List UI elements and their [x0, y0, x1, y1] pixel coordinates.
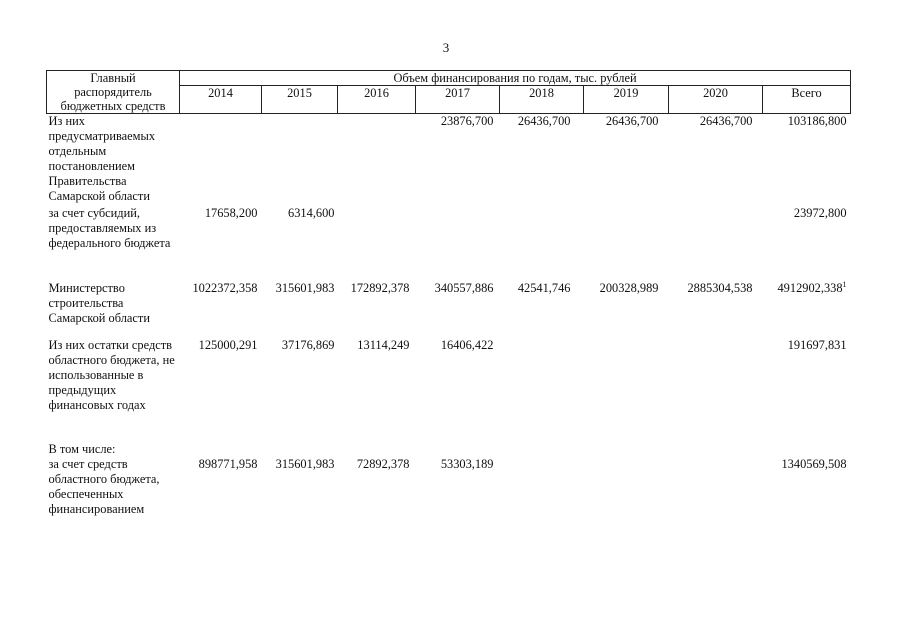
cell-total-value: 191697,831	[787, 338, 847, 352]
cell-2020	[669, 338, 763, 442]
cell-2019	[584, 206, 669, 281]
header-total: Всего	[763, 86, 851, 114]
cell-2018: 42541,746	[517, 281, 571, 295]
cell-total-value: 23972,800	[793, 206, 847, 220]
cell-2015: 315601,983	[275, 281, 335, 295]
row-label-line-1: В том числе:	[48, 442, 116, 456]
cell-total	[763, 338, 851, 442]
row-label	[47, 442, 180, 522]
cell-2017: 16406,422	[440, 338, 494, 352]
cell-2017	[416, 442, 500, 522]
funding-table-container	[46, 70, 850, 522]
row-label: за счет субсидий, предоставляемых из федерального бюджета	[48, 206, 171, 250]
funding-table	[46, 70, 851, 522]
header-year-2017: 2017	[416, 86, 500, 114]
cell-2015	[262, 442, 338, 522]
cell-2016	[338, 114, 416, 207]
cell-2018	[500, 206, 584, 281]
page-number: 3	[442, 40, 450, 55]
cell-2020: 2885304,538	[687, 281, 753, 295]
cell-2020	[669, 442, 763, 522]
cell-2018	[500, 442, 584, 522]
cell-2015: 6314,600	[288, 206, 335, 220]
cell-2014: 125000,291	[198, 338, 258, 352]
cell-2017	[416, 206, 500, 281]
row-label: Министерство строительства Самарской области	[48, 281, 150, 325]
cell-2016-value: 72892,378	[356, 457, 410, 471]
cell-2014: 17658,200	[204, 206, 258, 220]
table-row	[47, 281, 851, 338]
row-label: Из них остатки средств областного бюджета, не использованные в предыдущих финансовых годах	[48, 338, 175, 412]
cell-total	[763, 114, 851, 207]
header-year-2016: 2016	[338, 86, 416, 114]
cell-2015: 37176,869	[281, 338, 335, 352]
cell-total	[763, 442, 851, 522]
cell-2016: 172892,378	[350, 281, 410, 295]
row-label-line-2: за счет средств областного бюджета, обеспеченных финансированием	[48, 457, 160, 516]
cell-2016	[338, 442, 416, 522]
cell-2016	[338, 206, 416, 281]
header-budget-manager-line-3: бюджетных средств	[60, 99, 166, 113]
table-row	[47, 338, 851, 442]
header-budget-manager-line-2: распорядитель	[74, 85, 152, 99]
cell-total-value: 103186,800	[787, 114, 847, 128]
footnote-mark: 1	[842, 280, 847, 289]
cell-2017: 23876,700	[440, 114, 494, 128]
cell-2019: 26436,700	[605, 114, 659, 128]
table-row	[47, 114, 851, 207]
cell-total	[763, 281, 851, 338]
cell-total	[763, 206, 851, 281]
cell-2014	[180, 442, 262, 522]
cell-2015-value: 315601,983	[275, 457, 335, 471]
cell-2019	[584, 338, 669, 442]
cell-2017: 340557,886	[434, 281, 494, 295]
cell-2017-value: 53303,189	[440, 457, 494, 471]
cell-2020: 26436,700	[699, 114, 753, 128]
cell-total-value: 1340569,508	[781, 457, 847, 471]
header-budget-manager	[47, 71, 180, 114]
cell-2016: 13114,249	[357, 338, 410, 352]
cell-2019	[584, 442, 669, 522]
header-funding-volume: Объем финансирования по годам, тыс. рублей	[180, 71, 851, 86]
header-year-2019: 2019	[584, 86, 669, 114]
cell-2020	[669, 206, 763, 281]
row-label: Из них предусматриваемых отдельным постановлением Правительства Самарской области	[48, 114, 156, 203]
header-year-2020: 2020	[669, 86, 763, 114]
cell-2018: 26436,700	[517, 114, 571, 128]
cell-2018	[500, 338, 584, 442]
header-year-2014: 2014	[180, 86, 262, 114]
cell-2014-value: 898771,958	[198, 457, 258, 471]
header-year-2018: 2018	[500, 86, 584, 114]
cell-2019: 200328,989	[599, 281, 659, 295]
header-budget-manager-line-1: Главный	[90, 71, 136, 85]
table-row	[47, 442, 851, 522]
cell-2015	[262, 114, 338, 207]
header-year-2015: 2015	[262, 86, 338, 114]
table-row	[47, 206, 851, 281]
cell-2014	[180, 114, 262, 207]
cell-2014: 1022372,358	[192, 281, 258, 295]
cell-total-value: 4912902,338	[777, 281, 843, 295]
